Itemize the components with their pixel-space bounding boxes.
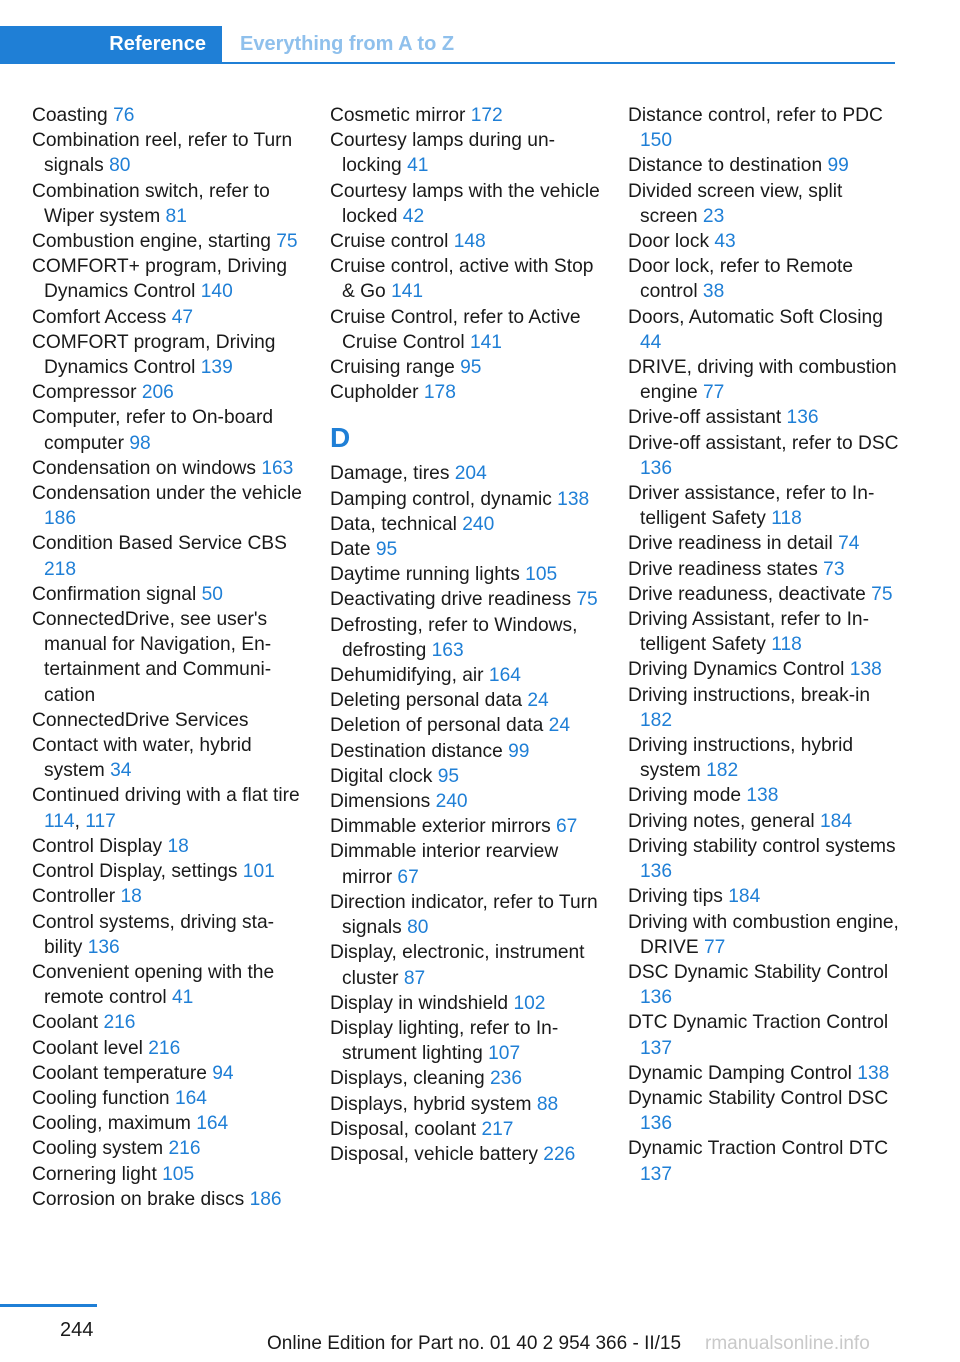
index-entry-text: Cooling function bbox=[32, 1087, 175, 1109]
index-entry bbox=[330, 1066, 602, 1091]
index-entry-text: Cruise Control, refer to Active Cruise Control bbox=[330, 306, 581, 353]
index-entry bbox=[628, 305, 900, 355]
page-ref-link[interactable]: 141 bbox=[391, 281, 424, 303]
index-entry-text: COMFORT+ program, Driving Dynamics Control bbox=[32, 256, 287, 303]
index-entry bbox=[32, 859, 304, 884]
index-entry bbox=[330, 179, 602, 229]
page-ref-link[interactable]: 240 bbox=[462, 513, 495, 535]
page-ref-link[interactable]: 216 bbox=[103, 1012, 136, 1034]
index-entry bbox=[628, 910, 900, 960]
index-entry-text: Drive readiness states bbox=[628, 558, 824, 580]
page-ref-link[interactable]: 34 bbox=[110, 760, 132, 782]
page-ref-link[interactable]: 164 bbox=[196, 1113, 229, 1135]
index-entry bbox=[628, 809, 900, 834]
index-entry-text: Destination distance bbox=[330, 740, 509, 762]
page-ref-link[interactable]: 184 bbox=[728, 886, 761, 908]
index-entry bbox=[330, 355, 602, 380]
index-entry-text: Defrosting, refer to Windows, defrosting bbox=[330, 614, 578, 661]
footer-rule bbox=[0, 1304, 97, 1307]
page-ref-link[interactable]: 80 bbox=[109, 155, 131, 177]
page-ref-link[interactable]: 136 bbox=[640, 987, 673, 1009]
index-entry bbox=[330, 305, 602, 355]
page-ref-link[interactable]: 164 bbox=[174, 1087, 207, 1109]
watermark: rmanualsonline.info bbox=[705, 1333, 870, 1354]
index-entry bbox=[628, 783, 900, 808]
index-entry bbox=[330, 613, 602, 663]
index-entry bbox=[32, 103, 304, 128]
index-entry bbox=[330, 487, 602, 512]
index-entry bbox=[330, 380, 602, 405]
index-entry-text: Display, electronic, instrument cluster bbox=[330, 942, 585, 989]
index-entry-text: Contact with water, hybrid system bbox=[32, 735, 252, 782]
index-entry-text: Deactivating drive readiness bbox=[330, 589, 577, 611]
index-entry bbox=[32, 910, 304, 960]
index-entry-text: DTC Dynamic Traction Control bbox=[628, 1012, 889, 1034]
index-entry-text: Divided screen view, split screen bbox=[628, 180, 843, 227]
page-ref-link[interactable]: 75 bbox=[276, 231, 298, 253]
index-entry bbox=[330, 940, 602, 990]
index-entry bbox=[32, 254, 304, 304]
index-entry-text: Control Display, settings bbox=[32, 861, 243, 883]
page-ref-link[interactable]: 216 bbox=[148, 1037, 181, 1059]
page-ref-link[interactable]: 95 bbox=[460, 357, 482, 379]
index-entry-text: Date bbox=[330, 539, 376, 561]
page-ref-link[interactable]: 74 bbox=[838, 533, 860, 555]
index-entry-text: Computer, refer to On-board computer bbox=[32, 407, 274, 454]
index-entry bbox=[32, 330, 304, 380]
page-ref-link[interactable]: 138 bbox=[857, 1062, 890, 1084]
index-entry bbox=[628, 405, 900, 430]
index-entry-text: Driving notes, general bbox=[628, 810, 820, 832]
index-entry-text: Driving Assistant, refer to Intelligent Safety bbox=[628, 609, 869, 656]
index-entry bbox=[32, 405, 304, 455]
index-entry bbox=[628, 103, 900, 153]
index-entry bbox=[32, 456, 304, 481]
index-entry bbox=[628, 153, 900, 178]
page-ref-link[interactable]: 240 bbox=[435, 791, 468, 813]
index-entry-text: Compressor bbox=[32, 382, 142, 404]
index-entry-text: Driving instructions, break-in bbox=[628, 684, 871, 706]
index-entry bbox=[330, 814, 602, 839]
page-ref-link[interactable]: 94 bbox=[212, 1062, 234, 1084]
index-entry: Continued driving with a flat tire 114, 117 bbox=[32, 785, 300, 832]
index-entry-text: Driving instructions, hybrid system bbox=[628, 735, 854, 782]
index-column-2 bbox=[330, 103, 602, 1167]
page-ref-link[interactable]: 105 bbox=[525, 564, 558, 586]
index-entry-text: Coolant bbox=[32, 1012, 104, 1034]
index-entry-text: Control Display bbox=[32, 835, 168, 857]
index-entry-text: Dynamic Damping Control bbox=[628, 1062, 858, 1084]
index-entry-text: Display lighting, refer to Instrument lighting bbox=[330, 1017, 559, 1065]
index-entry-text: Drive readiness in detail bbox=[628, 533, 839, 555]
index-entry-text: Convenient opening with the remote control bbox=[32, 961, 275, 1009]
index-entry bbox=[628, 960, 900, 1010]
page-ref-link[interactable]: 95 bbox=[437, 765, 460, 787]
index-entry bbox=[32, 1187, 304, 1212]
index-entry-text: Cruise control, active with Stop & Go bbox=[330, 256, 594, 303]
index-entry bbox=[330, 991, 602, 1016]
page-ref-link[interactable]: 182 bbox=[706, 760, 739, 782]
index-entry bbox=[32, 733, 304, 783]
index-entry bbox=[330, 229, 602, 254]
index-entry-text: Dehumidifying, air bbox=[330, 665, 489, 687]
index-entry bbox=[330, 1117, 602, 1142]
index-entry bbox=[330, 537, 602, 562]
index-entry bbox=[330, 254, 602, 304]
index-entry-text: ConnectedDrive Services bbox=[32, 709, 249, 731]
index-entry bbox=[32, 582, 304, 607]
index-entry bbox=[32, 607, 304, 708]
index-entry bbox=[32, 229, 304, 254]
index-entry bbox=[32, 834, 304, 859]
page-ref-link[interactable]: 186 bbox=[44, 508, 77, 530]
index-entry-text: Cornering light bbox=[32, 1163, 163, 1185]
page-ref-link[interactable]: 41 bbox=[407, 155, 429, 177]
index-entry-text: COMFORT program, Driving Dynamics Control bbox=[32, 331, 276, 379]
page-ref-link[interactable]: 184 bbox=[819, 810, 852, 832]
index-entry-text: Digital clock bbox=[330, 765, 438, 787]
index-entry-text: Door lock bbox=[628, 231, 715, 253]
index-entry-text: Corrosion on brake discs bbox=[32, 1188, 250, 1210]
page-ref-link[interactable]: 138 bbox=[849, 659, 882, 681]
index-entry-text: Condition Based Service CBS bbox=[32, 533, 287, 555]
index-entry bbox=[32, 1061, 304, 1086]
index-entry bbox=[330, 764, 602, 789]
index-entry-text: Dynamic Stability Control DSC bbox=[628, 1087, 889, 1109]
page-ref-link[interactable]: 148 bbox=[453, 231, 486, 253]
index-entry bbox=[330, 103, 602, 128]
index-entry bbox=[628, 733, 900, 783]
index-entry-text: Damage, tires bbox=[330, 463, 455, 485]
index-entry-text: Cupholder bbox=[330, 382, 424, 404]
page-header bbox=[0, 26, 895, 64]
index-letter-heading: D bbox=[330, 422, 351, 454]
index-entry bbox=[32, 1162, 304, 1187]
index-entry bbox=[628, 1061, 900, 1086]
page-ref-link[interactable]: 186 bbox=[249, 1188, 282, 1210]
page-ref-link[interactable]: 41 bbox=[171, 987, 194, 1009]
page-ref-link[interactable]: 43 bbox=[714, 231, 736, 253]
index-entry bbox=[32, 960, 304, 1010]
index-entry-text: Disposal, coolant bbox=[330, 1118, 482, 1140]
index-entry-text: Doors, Automatic Soft Closing bbox=[628, 306, 883, 328]
page-ref-link[interactable]: 117 bbox=[85, 810, 116, 832]
page-ref-link[interactable]: 217 bbox=[481, 1118, 514, 1140]
page-ref-link[interactable]: 150 bbox=[640, 130, 673, 152]
index-entry bbox=[628, 229, 900, 254]
page-ref-link[interactable]: 44 bbox=[640, 331, 662, 353]
index-entry bbox=[628, 1010, 900, 1060]
index-entry bbox=[628, 481, 900, 531]
index-entry-text: Condensation under the vehicle bbox=[32, 483, 302, 505]
index-entry-text: Cooling system bbox=[32, 1138, 169, 1160]
page-ref-link[interactable]: 136 bbox=[640, 861, 673, 883]
index-entry bbox=[330, 890, 602, 940]
index-entry bbox=[330, 512, 602, 537]
index-entry bbox=[32, 481, 304, 531]
index-entry bbox=[330, 739, 602, 764]
page-ref-link[interactable]: 23 bbox=[702, 205, 725, 227]
index-entry bbox=[32, 128, 304, 178]
index-entry-text: Condensation on windows bbox=[32, 457, 262, 479]
page-number: 244 bbox=[60, 1319, 94, 1341]
page-ref-link[interactable]: 75 bbox=[871, 583, 893, 605]
index-entry-text: DSC Dynamic Stability Control bbox=[628, 961, 889, 983]
index-entry bbox=[330, 839, 602, 889]
page-ref-link[interactable]: 107 bbox=[488, 1043, 521, 1065]
index-entry bbox=[32, 380, 304, 405]
index-entry-text: Dimensions bbox=[330, 791, 436, 813]
index-entry-text: Combustion engine, starting bbox=[32, 231, 277, 253]
index-entry bbox=[628, 431, 900, 481]
page-ref-link[interactable]: 218 bbox=[44, 558, 77, 580]
index-entry-text: Distance control, refer to PDC bbox=[628, 105, 883, 126]
page-ref-link[interactable]: 178 bbox=[423, 382, 456, 404]
index-entry-text: Direction indicator, refer to Turn signals bbox=[330, 891, 598, 939]
index-entry-text: Coolant temperature bbox=[32, 1062, 213, 1084]
index-entry bbox=[330, 789, 602, 814]
index-entry bbox=[330, 128, 602, 178]
index-entry-text: Cruise control bbox=[330, 231, 454, 253]
edition-note: Online Edition for Part no. 01 40 2 954 366 - II/15 bbox=[267, 1333, 682, 1354]
page-ref-link[interactable]: 99 bbox=[508, 740, 530, 762]
index-entry bbox=[628, 582, 900, 607]
index-entry-text: Confirmation signal bbox=[32, 583, 202, 605]
index-entry-text: Coasting bbox=[32, 105, 114, 126]
index-entry bbox=[32, 1136, 304, 1161]
index-entry bbox=[330, 688, 602, 713]
index-entry-text: Cosmetic mirror bbox=[330, 105, 471, 126]
index-entry-text: Door lock, refer to Remote control bbox=[628, 256, 854, 303]
index-entry bbox=[32, 884, 304, 909]
page-ref-link[interactable]: 163 bbox=[261, 457, 294, 479]
index-entry-text: Drive readuness, deactivate bbox=[628, 583, 872, 605]
index-entry-text: Combination reel, refer to Turn signals bbox=[32, 130, 293, 177]
index-entry-text: ConnectedDrive, see user's manual for Navigation, Entertainment and Communication bbox=[32, 609, 272, 706]
page-ref-link[interactable]: 38 bbox=[702, 281, 725, 303]
page-ref-link[interactable]: 76 bbox=[113, 105, 135, 126]
index-entry-text: Dimmable interior rearview mirror bbox=[330, 841, 559, 888]
index-entry bbox=[628, 531, 900, 556]
page-ref-link[interactable]: 42 bbox=[402, 205, 425, 227]
index-entry bbox=[330, 1092, 602, 1117]
index-entry-text: Display in windshield bbox=[330, 992, 514, 1014]
index-entry-text: Comfort Access bbox=[32, 306, 172, 328]
index-entry bbox=[628, 1136, 900, 1186]
page-ref-link[interactable]: 18 bbox=[167, 835, 189, 857]
page-ref-link[interactable]: 140 bbox=[200, 281, 233, 303]
index-entry bbox=[32, 1010, 304, 1035]
page-ref-link[interactable]: 47 bbox=[171, 306, 194, 328]
page-ref-link[interactable]: 216 bbox=[168, 1138, 201, 1160]
index-entry bbox=[32, 708, 304, 733]
index-entry bbox=[628, 683, 900, 733]
page-ref-link[interactable]: 204 bbox=[454, 463, 487, 485]
page-ref-link[interactable]: 138 bbox=[557, 488, 590, 510]
page-ref-link[interactable]: 102 bbox=[513, 992, 546, 1014]
index-entry-text: Dimmable exterior mirrors bbox=[330, 816, 557, 838]
page-ref-link[interactable]: 50 bbox=[201, 583, 223, 605]
index-entry-text: Displays, cleaning bbox=[330, 1068, 490, 1090]
index-entry bbox=[330, 713, 602, 738]
page-ref-link[interactable]: 24 bbox=[527, 690, 549, 712]
index-entry bbox=[330, 1142, 602, 1167]
index-entry-text: Continued driving with a flat tire bbox=[32, 785, 300, 807]
index-entry bbox=[628, 607, 900, 657]
page-ref-link[interactable]: 163 bbox=[431, 639, 464, 661]
index-entry bbox=[628, 834, 900, 884]
page-ref-link[interactable]: 118 bbox=[771, 634, 802, 656]
index-entry-text: DRIVE, driving with combustion engine bbox=[628, 357, 897, 404]
page-ref-link[interactable]: 101 bbox=[242, 861, 275, 883]
page-ref-link[interactable]: 137 bbox=[640, 1163, 673, 1185]
page-ref-link[interactable]: 73 bbox=[823, 558, 845, 580]
index-column-1 bbox=[32, 103, 304, 1212]
index-entry-text: Courtesy lamps with the vehicle locked bbox=[330, 180, 600, 227]
page-ref-link[interactable]: 77 bbox=[702, 382, 725, 404]
index-entry-text: Drive-off assistant bbox=[628, 407, 787, 429]
index-entry-text: Drive-off assistant, refer to DSC bbox=[628, 432, 899, 454]
index-entry bbox=[32, 531, 304, 581]
page-ref-link[interactable]: 99 bbox=[827, 155, 849, 177]
index-entry-text: Courtesy lamps during unlocking bbox=[330, 130, 556, 177]
index-entry-text: Combination switch, refer to Wiper system bbox=[32, 180, 270, 227]
index-entry-text: Distance to destination bbox=[628, 155, 828, 177]
page-ref-link[interactable]: 164 bbox=[488, 665, 521, 687]
tab-reference[interactable]: Reference bbox=[0, 26, 222, 62]
tab-section-title[interactable]: Everything from A to Z bbox=[240, 33, 455, 55]
page-ref-link[interactable]: 138 bbox=[746, 785, 779, 807]
page-ref-link[interactable]: 87 bbox=[403, 967, 426, 989]
page-ref-link[interactable]: 139 bbox=[200, 357, 233, 379]
index-entry-text: Displays, hybrid system bbox=[330, 1093, 537, 1115]
index-entry-text: Driving Dynamics Control bbox=[628, 659, 850, 681]
page-ref-link[interactable]: 67 bbox=[556, 816, 578, 838]
index-column-3 bbox=[628, 103, 900, 1187]
index-entry-text: Deletion of personal data bbox=[330, 715, 549, 737]
page-ref-link[interactable]: 226 bbox=[543, 1143, 576, 1165]
index-entry-text: Dynamic Traction Control DTC bbox=[628, 1138, 889, 1160]
page-ref-link[interactable]: 67 bbox=[397, 866, 419, 888]
index-entry-text: Driving with combustion engine, DRIVE bbox=[628, 911, 899, 958]
page-ref-link[interactable]: 77 bbox=[703, 936, 726, 958]
index-entry-text: Control systems, driving stability bbox=[32, 911, 275, 958]
index-entry bbox=[628, 1086, 900, 1136]
page-ref-link[interactable]: 236 bbox=[489, 1068, 522, 1090]
page-ref-link[interactable]: 105 bbox=[162, 1163, 195, 1185]
index-entry bbox=[628, 254, 900, 304]
index-entry-text: Damping control, dynamic bbox=[330, 488, 558, 510]
index-entry bbox=[32, 179, 304, 229]
index-entry bbox=[330, 562, 602, 587]
page-ref-link[interactable]: 75 bbox=[576, 589, 598, 611]
index-entry-text: Disposal, vehicle battery bbox=[330, 1143, 544, 1165]
index-entry bbox=[330, 1016, 602, 1066]
index-entry bbox=[32, 305, 304, 330]
index-entry-text: Controller bbox=[32, 886, 121, 908]
page-ref-link[interactable]: 141 bbox=[469, 331, 502, 353]
page-ref-link[interactable]: 137 bbox=[640, 1037, 673, 1059]
page-ref-link[interactable]: 80 bbox=[407, 917, 429, 939]
index-entry-text: Cruising range bbox=[330, 357, 461, 379]
index-entry bbox=[330, 587, 602, 612]
page-ref-link[interactable]: 81 bbox=[165, 205, 187, 227]
index-entry-text: Driving tips bbox=[628, 886, 729, 908]
index-entry-text: Driver assistance, refer to Intelligent Safety bbox=[628, 483, 875, 530]
page-ref-link[interactable]: 95 bbox=[375, 539, 398, 561]
index-entry-text: Driving mode bbox=[628, 785, 747, 807]
index-entry bbox=[628, 179, 900, 229]
page-ref-link[interactable]: 172 bbox=[470, 105, 503, 126]
page-ref-link[interactable]: 136 bbox=[640, 457, 673, 479]
index-entry bbox=[32, 1036, 304, 1061]
page-ref-link[interactable]: 136 bbox=[786, 407, 819, 429]
page-ref-link[interactable]: 98 bbox=[129, 432, 151, 454]
page-ref-link[interactable]: 206 bbox=[141, 382, 174, 404]
index-entry bbox=[330, 663, 602, 688]
index-entry bbox=[628, 884, 900, 909]
index-entry bbox=[628, 657, 900, 682]
page-ref-link[interactable]: 18 bbox=[120, 886, 142, 908]
index-entry bbox=[32, 1086, 304, 1111]
index-entry bbox=[32, 1111, 304, 1136]
index-entry-text: Data, technical bbox=[330, 513, 463, 535]
page-ref-link[interactable]: 136 bbox=[87, 936, 120, 958]
page-ref-link[interactable]: 136 bbox=[640, 1113, 673, 1135]
index-entry-text: Cooling, maximum bbox=[32, 1113, 197, 1135]
index-entry-text: Driving stability control systems bbox=[628, 835, 896, 857]
page-ref-link[interactable]: 88 bbox=[536, 1093, 559, 1115]
page-ref-link[interactable]: 182 bbox=[640, 709, 673, 731]
index-entry-text: Coolant level bbox=[32, 1037, 149, 1059]
index-entry bbox=[330, 461, 602, 486]
index-entry-text: Daytime running lights bbox=[330, 564, 526, 586]
index-entry-text: Deleting personal data bbox=[330, 690, 528, 712]
page-ref-link[interactable]: 114 bbox=[44, 810, 75, 832]
index-entry bbox=[628, 355, 900, 405]
index-entry bbox=[628, 557, 900, 582]
page-ref-link[interactable]: 118 bbox=[771, 508, 802, 530]
page-ref-link[interactable]: 24 bbox=[548, 715, 571, 737]
